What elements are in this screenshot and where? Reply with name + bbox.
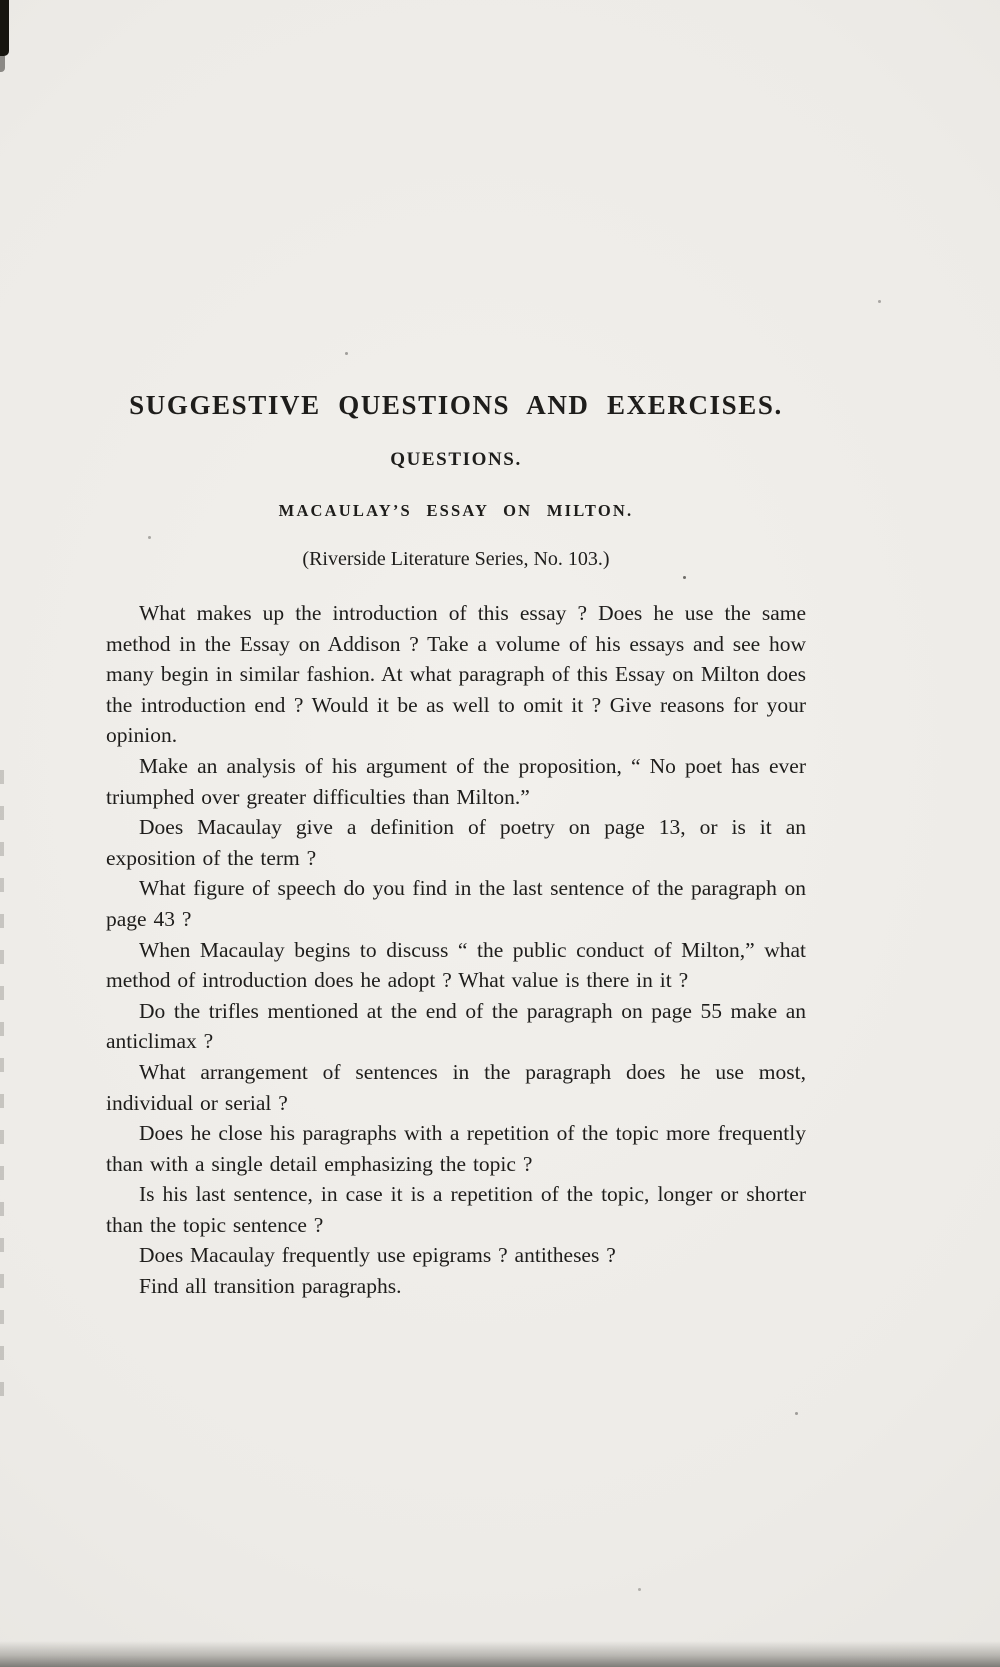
page-title: SUGGESTIVE QUESTIONS AND EXERCISES. — [129, 390, 783, 420]
page-content — [106, 390, 806, 1302]
series-note: (Riverside Literature Series, No. 103.) — [302, 548, 610, 570]
question-paragraph: Make an analysis of his argument of the proposition, “ No poet has ever triumphed over greater difficulties than Milton.” — [106, 753, 806, 809]
question-paragraph: Do the trifles mentioned at the end of the paragraph on page 55 make an anticlimax ? — [106, 998, 806, 1054]
section-heading: QUESTIONS. — [390, 449, 522, 470]
scan-artifact-top-left-edge — [0, 0, 9, 56]
question-list — [106, 598, 806, 1302]
question-paragraph: What arrangement of sentences in the paragraph does he use most, individual or serial ? — [106, 1059, 806, 1115]
essay-heading: MACAULAY’S ESSAY ON MILTON. — [278, 501, 634, 520]
question-paragraph: What makes up the introduction of this essay ? Does he use the same method in the Essay on Addison ? Take a volume of his essays and see how many begin in similar fashion. At what paragraph of this Essay on Milton does the introduction end ? Would it be as well to omit it ? Give reasons for your opinion. — [106, 601, 806, 748]
scan-artifact-top-left-fade — [0, 56, 5, 72]
question-paragraph: When Macaulay begins to discuss “ the public conduct of Milton,” what method of introduction does he adopt ? What value is there in it ? — [106, 937, 806, 993]
scan-artifact-bottom-edge — [0, 1641, 1000, 1667]
question-paragraph: What figure of speech do you find in the last sentence of the paragraph on page 43 ? — [106, 876, 806, 931]
question-paragraph: Find all transition paragraphs. — [139, 1274, 402, 1299]
question-paragraph: Is his last sentence, in case it is a repetition of the topic, longer or shorter than the topic sentence ? — [106, 1182, 806, 1237]
question-paragraph: Does Macaulay give a definition of poetry on page 13, or is it an exposition of the term ? — [106, 815, 806, 870]
question-paragraph: Does he close his paragraphs with a repetition of the topic more frequently than with a single detail emphasizing the topic ? — [106, 1121, 806, 1176]
scan-artifact-left-dashes — [0, 770, 4, 1410]
question-paragraph: Does Macaulay frequently use epigrams ? antitheses ? — [139, 1243, 616, 1268]
